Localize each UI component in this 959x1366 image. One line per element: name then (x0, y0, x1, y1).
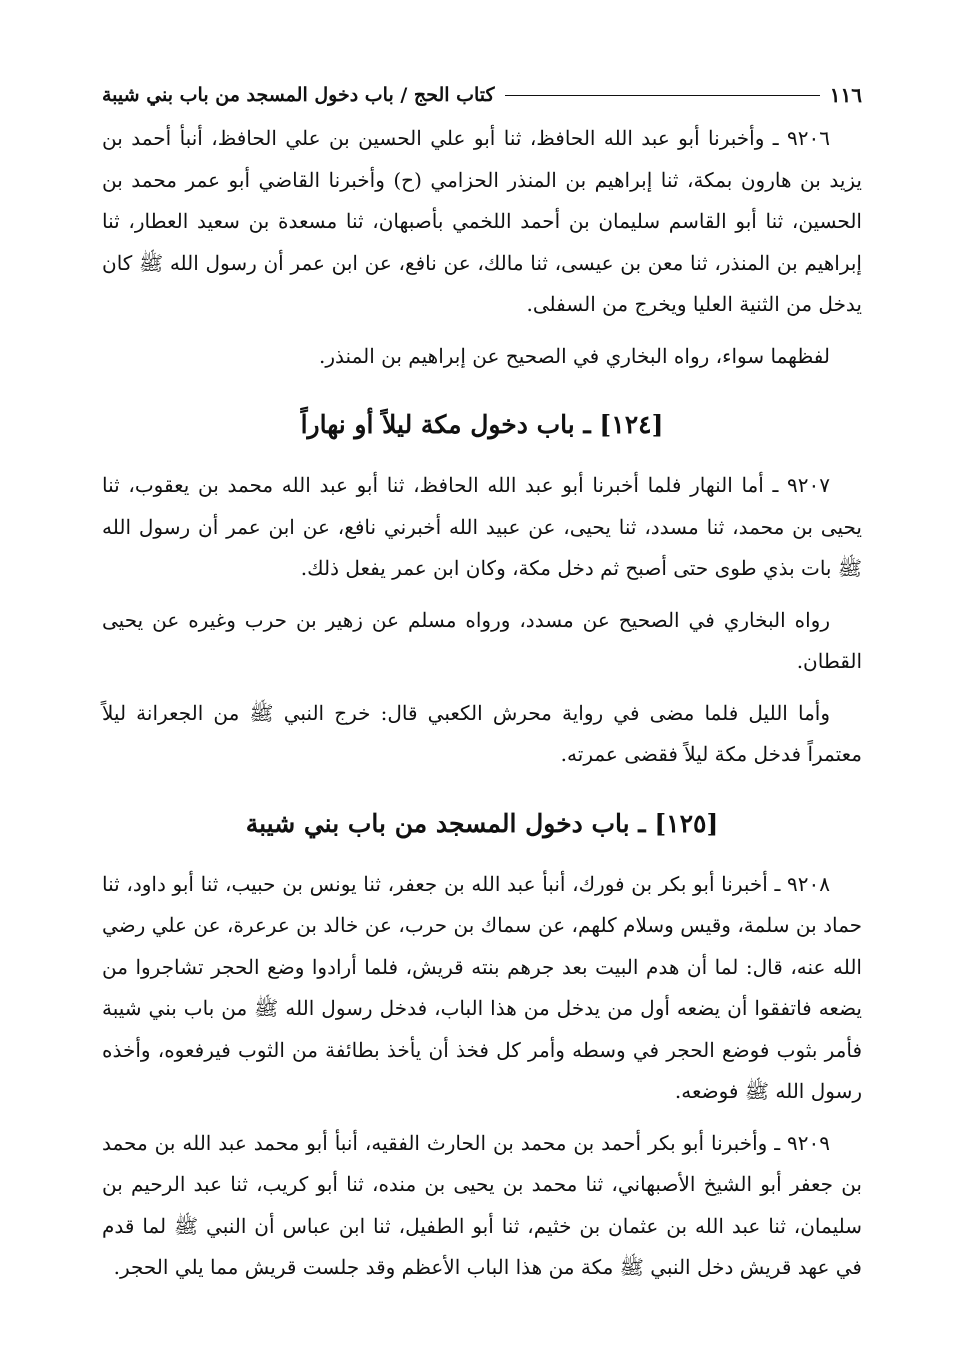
commentary-paragraph: وأما الليل فلما مضى في رواية محرش الكعبي قال: خرج النبي ﷺ من الجعرانة ليلاً معتمراً فدخل مكة ليلاً فقضى عمرته. (102, 700, 862, 766)
page-number: ١١٦ (829, 83, 862, 107)
commentary-paragraph: لفظهما سواء، رواه البخاري في الصحيح عن إبراهيم بن المنذر. (319, 343, 830, 368)
running-header (102, 78, 862, 112)
hadith-9208: ٩٢٠٨ ـ أخبرنا أبو بكر بن فورك، أنبأ عبد الله بن جعفر، ثنا يونس بن حبيب، ثنا أبو داود، ثنا حماد بن سلمة، وقيس وسلام كلهم، عن سماك بن حرب، عن خالد بن عرعرة، عن علي رضي الله عنه، قال: لما أن هدم البيت بعد جرهم بنته قريش، فلما أرادوا وضع الحجر تشاجروا من يضعه فاتفقوا أن يضعه أول من يدخل من هذا الباب، فدخل رسول الله ﷺ من باب بني شيبة فأمر بثوب فوضع الحجر في وسطه وأمر كل فخذ أن يأخذ بطائفة من الثوب فيرفعوه، وأخذه رسول الله ﷺ فوضعه. (102, 871, 862, 1103)
running-title: كتاب الحج / باب دخول المسجد من باب بني شيبة (102, 84, 495, 106)
header-rule (505, 95, 820, 96)
book-page (102, 78, 862, 1289)
section-heading-125: [١٢٥] ـ باب دخول المسجد من باب بني شيبة (245, 808, 719, 838)
hadith-9206: ٩٢٠٦ ـ وأخبرنا أبو عبد الله الحافظ، ثنا أبو علي الحسين بن علي الحافظ، أنبأ أحمد بن يزيد بن هارون بمكة، ثنا إبراهيم بن المنذر الحزامي (ح) وأخبرنا القاضي أبو عمر محمد بن الحسين، ثنا أبو القاسم سليمان بن أحمد اللخمي بأصبهان، ثنا مسعدة بن سعيد العطار، ثنا إبراهيم بن المنذر، ثنا معن بن عيسى، ثنا مالك، عن نافع، عن ابن عمر أن رسول الله ﷺ كان يدخل من الثنية العليا ويخرج من السفلى. (102, 126, 862, 316)
commentary-paragraph: رواه البخاري في الصحيح عن مسدد، ورواه مسلم عن زهير بن حرب وغيره عن يحيى القطان. (102, 607, 862, 673)
hadith-9207: ٩٢٠٧ ـ أما النهار فلما أخبرنا أبو عبد الله الحافظ، ثنا أبو عبد الله محمد بن يعقوب، ثنا يحيى بن محمد، ثنا مسدد، ثنا يحيى، عن عبيد الله أخبرني نافع، عن ابن عمر أن رسول الله ﷺ بات بذي طوى حتى أصبح ثم دخل مكة، وكان ابن عمر يفعل ذلك. (102, 473, 862, 580)
hadith-9209: ٩٢٠٩ ـ وأخبرنا أبو بكر أحمد بن محمد بن الحارث الفقيه، أنبأ أبو محمد عبد الله بن محمد بن جعفر أبو الشيخ الأصبهاني، ثنا محمد بن يحيى بن منده، ثنا أبو كريب، ثنا عبد الرحيم بن سليمان، ثنا عبد الله بن عثمان بن خثيم، ثنا أبو الطفيل، ثنا ابن عباس أن النبي ﷺ لما قدم في عهد قريش دخل النبي ﷺ مكة من هذا الباب الأعظم وقد جلست قريش مما يلي الحجر. (102, 1130, 862, 1279)
section-heading-124: [١٢٤] ـ باب دخول مكة ليلاً أو نهاراً (300, 410, 664, 439)
